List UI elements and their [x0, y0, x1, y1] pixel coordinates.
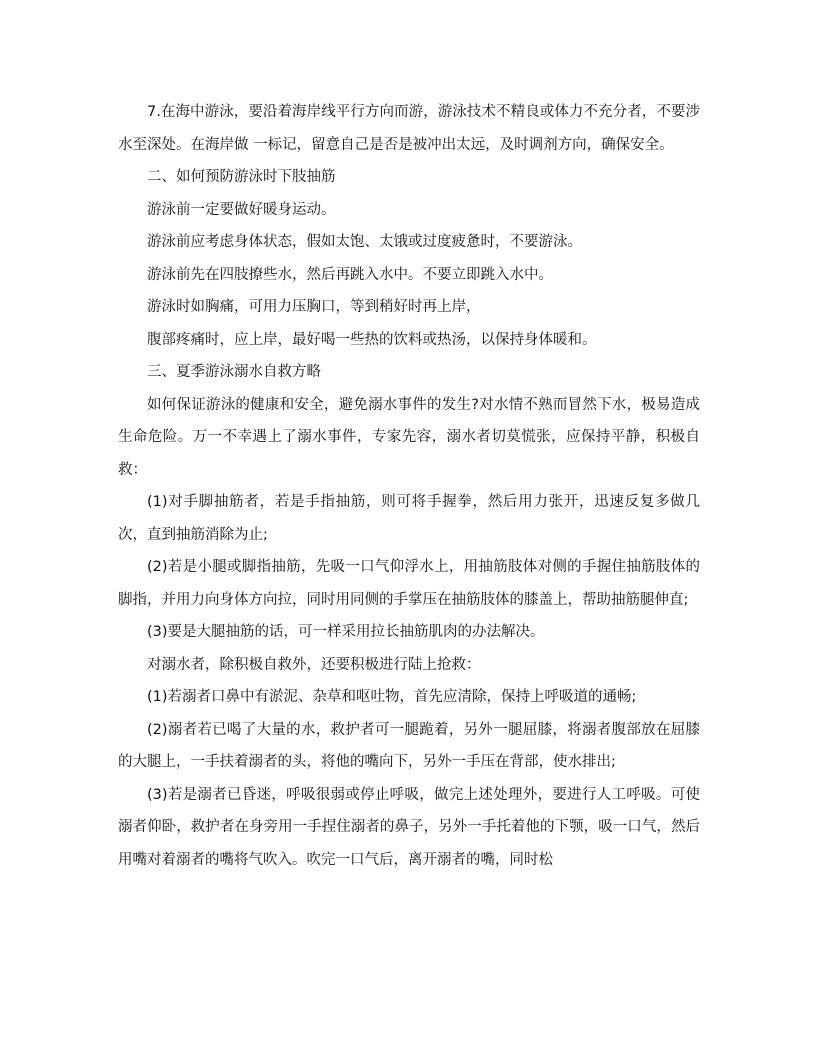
section-heading-cramp-prevention: 二、如何预防游泳时下肢抽筋 — [147, 169, 336, 185]
paragraph-splash-water: 游泳前先在四肢撩些水，然后再跳入水中。不要立即跳入水中。 — [147, 266, 553, 283]
paragraph-sea-swimming-tip: 7.在海中游泳，要沿着海岸线平行方向而游，游泳技术不精良或体力不充分者，不要涉水至深处。在海岸做 一标记，留意自己是否是被冲出太远，及时调剂方向，确保安全。 — [118, 104, 700, 153]
section-heading-self-rescue: 三、夏季游泳溺水自救方略 — [147, 364, 321, 380]
paragraph-hand-cramp: (1)对手脚抽筋者，若是手指抽筋，则可将手握拳，然后用力张开，迅速反复多做几次，直到抽筋消除为止; — [118, 494, 700, 543]
paragraph-land-rescue-intro: 对溺水者，除积极自救外，还要积极进行陆上抢救： — [147, 656, 481, 673]
paragraph-artificial-respiration: (3)若是溺者已昏迷，呼吸很弱或停止呼吸，做完上述处理外，要进行人工呼吸。可使溺者仰卧，救护者在身旁用一手捏住溺者的鼻子，另外一手托着他的下颚，吸一口气，然后用嘴对着溺者的嘴将气吹入。吹完一口气后，离开溺者的嘴，同时松 — [118, 786, 700, 868]
paragraph-chest-pain: 游泳时如胸痛，可用力压胸口，等到稍好时再上岸， — [147, 299, 481, 315]
document-body — [118, 96, 700, 876]
paragraph-self-rescue-intro: 如何保证游泳的健康和安全，避免溺水事件的发生?对水情不熟而冒然下水，极易造成生命危险。万一不幸遇上了溺水事件，专家先容，溺水者切莫慌张，应保持平静，积极自救： — [118, 396, 700, 478]
paragraph-calf-cramp: (2)若是小腿或脚指抽筋，先吸一口气仰浮水上，用抽筋肢体对侧的手握住抽筋肢体的脚指，并用力向身体方向拉，同时用同侧的手掌压在抽筋肢体的膝盖上，帮助抽筋腿伸直; — [118, 559, 700, 608]
paragraph-abdominal-pain: 腹部疼痛时，应上岸，最好喝一些热的饮料或热汤，以保持身体暖和。 — [147, 331, 597, 348]
paragraph-clear-airway: (1)若溺者口鼻中有淤泥、杂草和呕吐物，首先应清除，保持上呼吸道的通畅; — [147, 689, 637, 705]
paragraph-thigh-cramp: (3)要是大腿抽筋的话，可一样采用拉长抽筋肌肉的办法解决。 — [147, 624, 545, 640]
paragraph-warmup: 游泳前一定要做好暖身运动。 — [147, 201, 336, 218]
paragraph-body-condition: 游泳前应考虑身体状态，假如太饱、太饿或过度疲惫时，不要游泳。 — [147, 234, 582, 250]
paragraph-drain-water: (2)溺者若已喝了大量的水，救护者可一腿跪着，另外一腿屈膝，将溺者腹部放在屈膝的大腿上，一手扶着溺者的头，将他的嘴向下，另外一手压在背部，使水排出; — [118, 721, 700, 770]
